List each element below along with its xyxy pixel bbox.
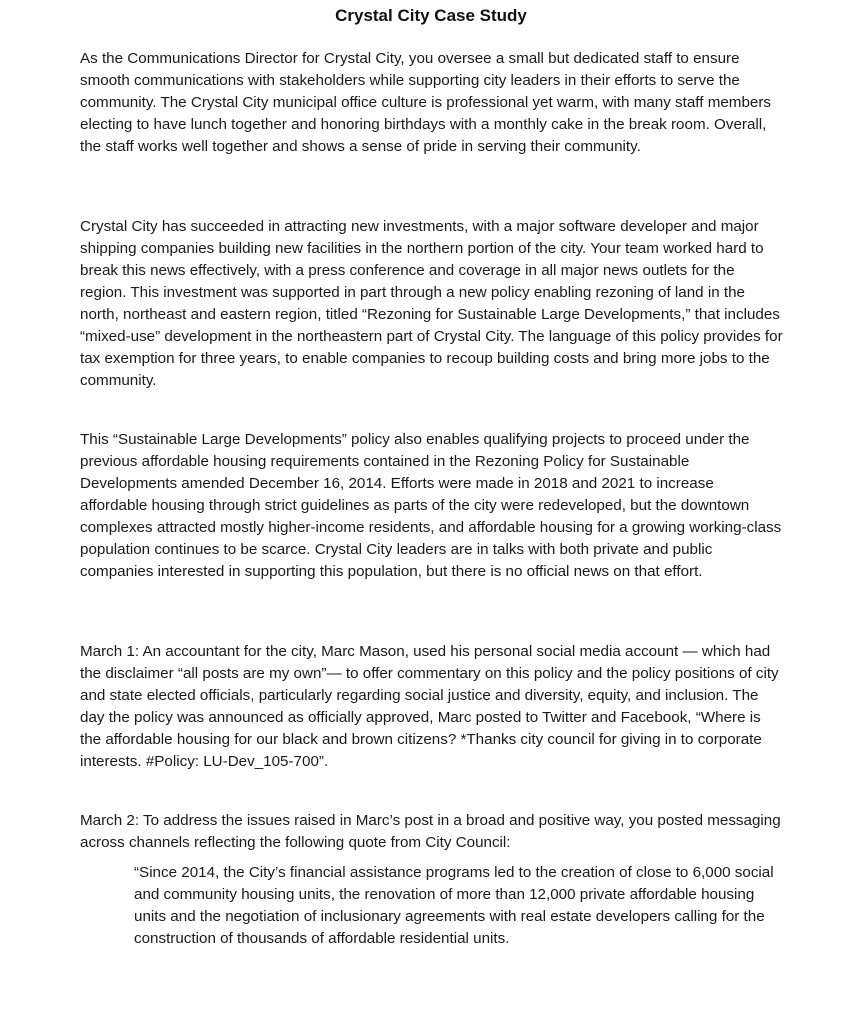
paragraph-march-2: March 2: To address the issues raised in Marc’s post in a broad and positive way, you posted messaging across channels reflecting the following quote from City Council: bbox=[80, 812, 781, 851]
paragraph-march-1: March 1: An accountant for the city, Marc Mason, used his personal social media account — which had the disclaimer “all posts are my own”— to offer commentary on this policy and the policy positions of city and state elected officials, particularly regarding social justice and diversity, equity, and inclusion. The day the policy was announced as officially approved, Marc posted to Twitter and Facebook, “Where is the affordable housing for our black and brown citizens? *Thanks city council for giving in to corporate interests. #Policy: LU-Dev_105-700”. bbox=[80, 643, 779, 770]
document-title: Crystal City Case Study bbox=[335, 6, 527, 25]
paragraph-housing-policy: This “Sustainable Large Developments” policy also enables qualifying projects to proceed under the previous affordable housing requirements contained in the Rezoning Policy for Sustainable Developments amended December 16, 2014. Efforts were made in 2018 and 2021 to increase affordable housing through strict guidelines as parts of the city were redeveloped, but the downtown complexes attracted mostly higher-income residents, and affordable housing for a growing working-class population continues to be scarce. Crystal City leaders are in talks with both private and public companies interested in supporting this population, but there is no official news on that effort. bbox=[80, 431, 782, 580]
paragraph-introduction: As the Communications Director for Crystal City, you oversee a small but dedicated staff to ensure smooth communications with stakeholders while supporting city leaders in their efforts to serve the community. The Crystal City municipal office culture is professional yet warm, with many staff members electing to have lunch together and honoring birthdays with a monthly cake in the break room. Overall, the staff works well together and shows a sense of pride in serving their community. bbox=[80, 50, 771, 155]
city-council-quote: “Since 2014, the City’s financial assistance programs led to the creation of close to 6,000 social and community housing units, the renovation of more than 12,000 private affordable housing units and the negotiation of inclusionary agreements with real estate developers calling for the construction of thousands of affordable residential units. bbox=[134, 864, 774, 947]
paragraph-investments: Crystal City has succeeded in attracting new investments, with a major software developer and major shipping companies building new facilities in the northern portion of the city. Your team worked hard to break this news effectively, with a press conference and coverage in all major news outlets for the region. This investment was supported in part through a new policy enabling rezoning of land in the north, northeast and eastern region, titled “Rezoning for Sustainable Large Developments,” that includes “mixed-use” development in the northeastern part of Crystal City. The language of this policy provides for tax exemption for three years, to enable companies to recoup building costs and bring more jobs to the community. bbox=[80, 218, 783, 389]
